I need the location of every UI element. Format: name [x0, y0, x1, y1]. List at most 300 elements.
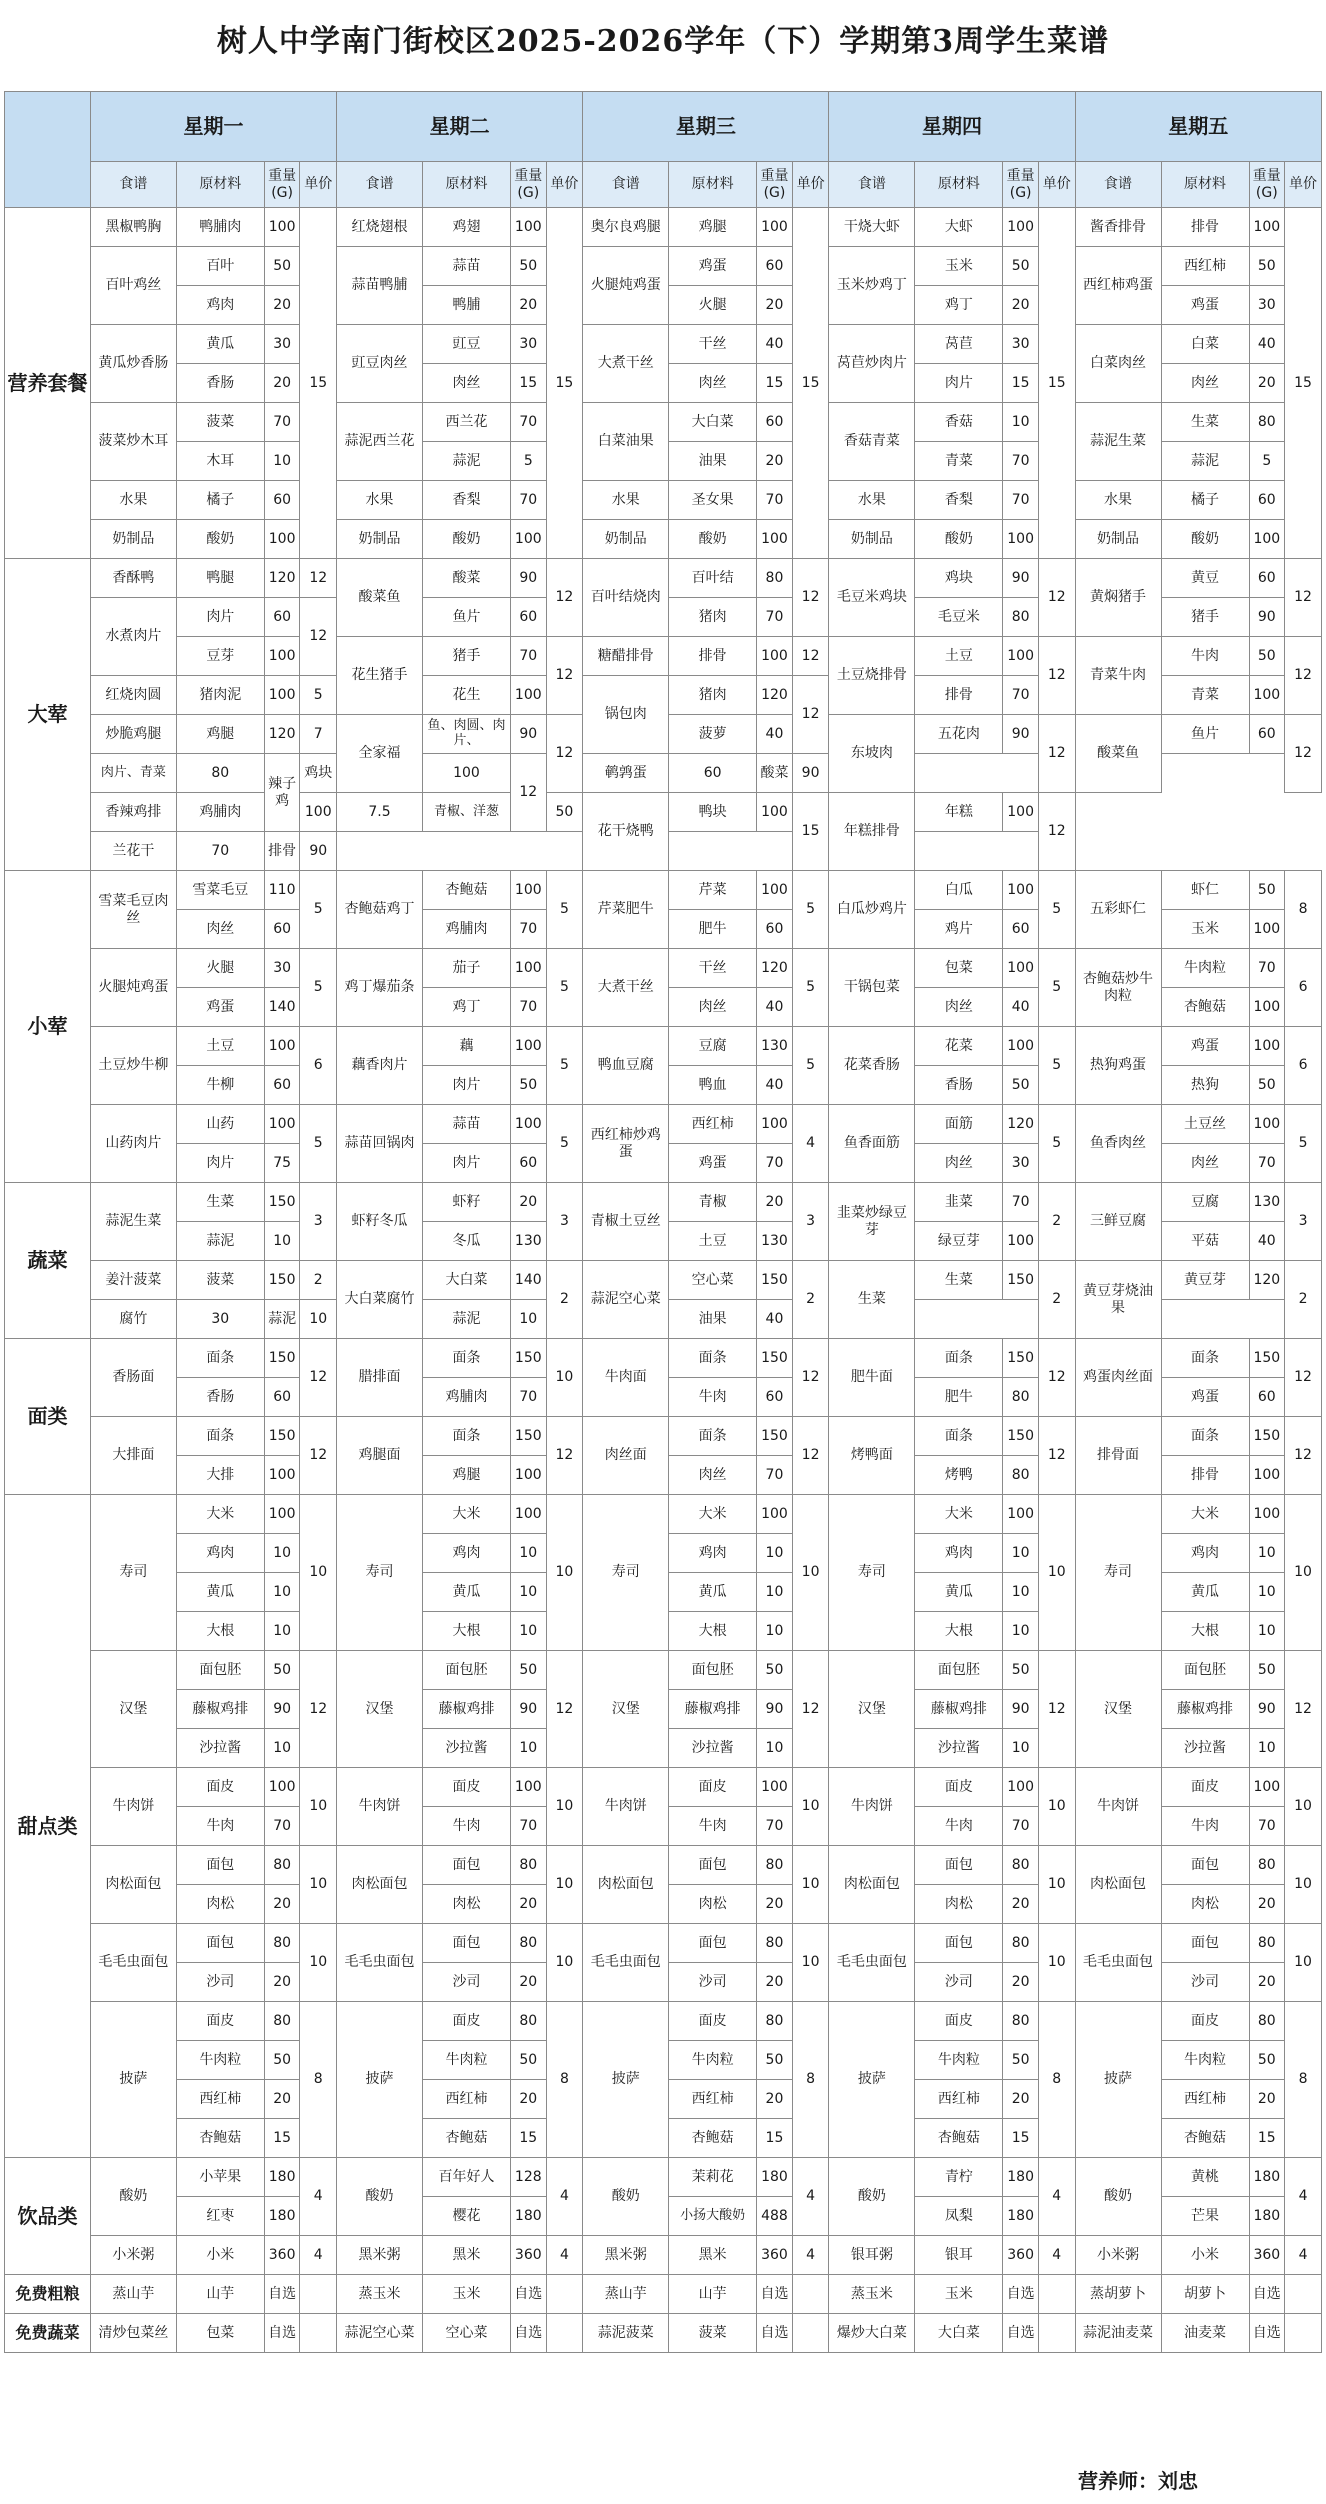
price-cell — [300, 2314, 337, 2353]
ingredient-name: 菠萝 — [669, 715, 757, 754]
ingredient-weight: 40 — [757, 715, 793, 754]
ingredient-name: 小扬大酸奶 — [669, 2197, 757, 2236]
price-cell: 3 — [1285, 1183, 1322, 1261]
ingredient-weight: 50 — [1003, 1066, 1039, 1105]
dish-name: 鱼香肉丝 — [1075, 1105, 1161, 1183]
ingredient-name: 黄瓜 — [176, 325, 264, 364]
ingredient-name: 山芋 — [669, 2275, 757, 2314]
ingredient-name: 面条 — [1161, 1417, 1249, 1456]
ingredient-name: 面包 — [915, 1924, 1003, 1963]
ingredient-weight: 120 — [1249, 1261, 1285, 1300]
ingredient-name: 黄瓜 — [915, 1573, 1003, 1612]
day-header-3: 星期三 — [583, 92, 829, 162]
ingredient-name: 面皮 — [1161, 1768, 1249, 1807]
ingredient-weight: 50 — [264, 2041, 300, 2080]
dish-name: 花生猪手 — [337, 637, 423, 715]
ingredient-weight: 50 — [1249, 2041, 1285, 2080]
ingredient-name: 藤椒鸡排 — [176, 1690, 264, 1729]
ingredient-weight: 100 — [1003, 1768, 1039, 1807]
category-label: 营养套餐 — [5, 208, 91, 559]
ingredient-weight: 5 — [1249, 442, 1285, 481]
day-header-4: 星期四 — [829, 92, 1075, 162]
ingredient-name: 黄瓜 — [669, 1573, 757, 1612]
price-cell: 4 — [300, 2236, 337, 2275]
price-cell: 8 — [792, 2002, 829, 2158]
ingredient-weight: 20 — [1003, 1963, 1039, 2002]
dish-name: 蒸山芋 — [90, 2275, 176, 2314]
price-cell: 8 — [546, 2002, 583, 2158]
col-header-dish: 食谱 — [583, 162, 669, 208]
price-cell: 5 — [1285, 1105, 1322, 1183]
dish-name: 排骨面 — [1075, 1417, 1161, 1495]
ingredient-weight: 130 — [757, 1222, 793, 1261]
ingredient-name: 牛肉粒 — [1161, 2041, 1249, 2080]
ingredient-weight: 100 — [300, 793, 337, 832]
ingredient-weight: 150 — [1003, 1339, 1039, 1378]
ingredient-name: 面条 — [915, 1339, 1003, 1378]
dish-name: 腊排面 — [337, 1339, 423, 1417]
ingredient-weight: 10 — [757, 1573, 793, 1612]
ingredient-weight: 15 — [510, 364, 546, 403]
ingredient-name: 西红柿 — [1161, 2080, 1249, 2119]
ingredient-weight: 360 — [510, 2236, 546, 2275]
ingredient-name: 木耳 — [176, 442, 264, 481]
dish-name: 玉米炒鸡丁 — [829, 247, 915, 325]
ingredient-name: 杏鲍菇 — [915, 2119, 1003, 2158]
ingredient-name: 肉松 — [915, 1885, 1003, 1924]
dish-name: 百叶鸡丝 — [90, 247, 176, 325]
price-cell: 12 — [546, 637, 583, 715]
ingredient-weight: 100 — [1249, 988, 1285, 1027]
col-header-dish: 食谱 — [337, 162, 423, 208]
ingredient-weight: 150 — [1003, 1417, 1039, 1456]
ingredient-name: 橘子 — [1161, 481, 1249, 520]
price-cell: 12 — [300, 598, 337, 676]
ingredient-weight: 100 — [264, 208, 300, 247]
dish-name: 蒜泥空心菜 — [583, 1261, 669, 1339]
nutritionist-signature: 营养师：刘忠 — [1078, 2469, 1198, 2493]
ingredient-name: 猪肉 — [669, 676, 757, 715]
ingredient-name: 面包 — [915, 1846, 1003, 1885]
ingredient-name: 面皮 — [669, 1768, 757, 1807]
dish-name: 姜汁菠菜 — [90, 1261, 176, 1300]
ingredient-name: 油果 — [669, 442, 757, 481]
category-label: 面类 — [5, 1339, 91, 1495]
dish-name: 西红柿炒鸡蛋 — [583, 1105, 669, 1183]
ingredient-weight: 50 — [1249, 871, 1285, 910]
ingredient-weight: 100 — [264, 1768, 300, 1807]
ingredient-weight: 130 — [1249, 1183, 1285, 1222]
price-cell: 3 — [546, 1183, 583, 1261]
price-cell: 10 — [546, 1846, 583, 1924]
ingredient-name: 西红柿 — [422, 2080, 510, 2119]
ingredient-weight: 100 — [1249, 676, 1285, 715]
menu-row — [5, 1339, 1322, 1378]
ingredient-weight: 60 — [264, 1378, 300, 1417]
ingredient-weight: 15 — [757, 2119, 793, 2158]
category-label: 小荤 — [5, 871, 91, 1183]
ingredient-name: 玉米 — [1161, 910, 1249, 949]
ingredient-name: 油麦菜 — [1161, 2314, 1249, 2353]
dish-name: 百叶结烧肉 — [583, 559, 669, 637]
ingredient-name: 排骨 — [669, 637, 757, 676]
ingredient-weight: 180 — [1249, 2197, 1285, 2236]
ingredient-name: 面皮 — [422, 1768, 510, 1807]
ingredient-name: 大排 — [176, 1456, 264, 1495]
price-cell: 10 — [1285, 1495, 1322, 1651]
ingredient-weight: 90 — [1003, 559, 1039, 598]
ingredient-weight: 80 — [757, 1846, 793, 1885]
ingredient-weight: 60 — [1003, 910, 1039, 949]
ingredient-name: 银耳 — [915, 2236, 1003, 2275]
ingredient-weight: 120 — [264, 715, 300, 754]
price-cell: 3 — [792, 1183, 829, 1261]
ingredient-weight: 50 — [510, 2041, 546, 2080]
menu-row — [5, 793, 1322, 832]
ingredient-name: 香菇 — [915, 403, 1003, 442]
price-cell: 12 — [510, 754, 546, 832]
ingredient-name: 西红柿 — [669, 2080, 757, 2119]
ingredient-weight: 10 — [757, 1729, 793, 1768]
ingredient-weight: 50 — [1249, 247, 1285, 286]
dish-name: 牛肉饼 — [829, 1768, 915, 1846]
dish-name: 黑椒鸭胸 — [90, 208, 176, 247]
price-cell: 5 — [300, 949, 337, 1027]
ingredient-weight: 10 — [1249, 1729, 1285, 1768]
ingredient-weight: 100 — [1003, 637, 1039, 676]
ingredient-name: 肉片 — [176, 1144, 264, 1183]
dish-name: 香酥鸭 — [90, 559, 176, 598]
ingredient-name: 火腿 — [669, 286, 757, 325]
price-cell: 10 — [300, 1768, 337, 1846]
price-cell: 12 — [546, 559, 583, 637]
ingredient-name: 面条 — [669, 1417, 757, 1456]
ingredient-name: 干丝 — [669, 325, 757, 364]
price-cell: 4 — [792, 1105, 829, 1183]
price-cell: 5 — [546, 1105, 583, 1183]
ingredient-name: 土豆 — [915, 637, 1003, 676]
price-cell: 6 — [300, 1027, 337, 1105]
ingredient-name: 香肠 — [176, 364, 264, 403]
ingredient-weight: 110 — [264, 871, 300, 910]
ingredient-weight: 90 — [1249, 598, 1285, 637]
ingredient-weight: 40 — [757, 1066, 793, 1105]
ingredient-weight: 60 — [757, 910, 793, 949]
ingredient-name: 花菜 — [915, 1027, 1003, 1066]
footer — [0, 2462, 1326, 2500]
ingredient-weight: 15 — [264, 2119, 300, 2158]
ingredient-weight: 10 — [1003, 1729, 1039, 1768]
ingredient-name: 山药 — [176, 1105, 264, 1144]
ingredient-weight: 80 — [1249, 1924, 1285, 1963]
ingredient-weight: 50 — [510, 1651, 546, 1690]
ingredient-name: 鸡脯肉 — [176, 793, 264, 832]
ingredient-name: 肉丝 — [1161, 1144, 1249, 1183]
ingredient-name: 面皮 — [669, 2002, 757, 2041]
ingredient-name: 排骨 — [915, 676, 1003, 715]
ingredient-weight: 70 — [1249, 1144, 1285, 1183]
ingredient-weight: 自选 — [264, 2275, 300, 2314]
price-cell: 4 — [1285, 2236, 1322, 2275]
dish-name: 汉堡 — [337, 1651, 423, 1768]
ingredient-weight: 60 — [1249, 1378, 1285, 1417]
price-cell: 12 — [300, 1651, 337, 1768]
ingredient-name: 面条 — [422, 1417, 510, 1456]
menu-row — [5, 871, 1322, 910]
price-cell: 15 — [792, 208, 829, 559]
price-cell — [1285, 2275, 1322, 2314]
ingredient-weight: 150 — [1249, 1417, 1285, 1456]
ingredient-weight: 360 — [757, 2236, 793, 2275]
ingredient-name: 杏鲍菇 — [1161, 2119, 1249, 2158]
ingredient-weight: 60 — [757, 247, 793, 286]
dish-name: 东坡肉 — [829, 715, 915, 793]
ingredient-name: 面条 — [915, 1417, 1003, 1456]
ingredient-weight: 120 — [264, 559, 300, 598]
ingredient-weight: 30 — [510, 325, 546, 364]
dish-name: 蒸玉米 — [337, 2275, 423, 2314]
dish-name: 汉堡 — [1075, 1651, 1161, 1768]
ingredient-weight: 70 — [757, 598, 793, 637]
ingredient-name: 菠菜 — [176, 403, 264, 442]
price-cell: 4 — [1038, 2236, 1075, 2275]
dish-name: 三鲜豆腐 — [1075, 1183, 1161, 1261]
dish-name: 黑米粥 — [583, 2236, 669, 2275]
ingredient-weight: 100 — [1003, 949, 1039, 988]
ingredient-name: 酸奶 — [915, 520, 1003, 559]
ingredient-weight: 70 — [510, 1378, 546, 1417]
ingredient-name: 面皮 — [1161, 2002, 1249, 2041]
ingredient-name: 面包 — [422, 1924, 510, 1963]
price-cell: 10 — [546, 1924, 583, 2002]
ingredient-name: 酸菜 — [422, 559, 510, 598]
price-cell: 12 — [1285, 1417, 1322, 1495]
dish-name: 红烧翅根 — [337, 208, 423, 247]
menu-header — [5, 92, 1322, 208]
ingredient-name: 火腿 — [176, 949, 264, 988]
ingredient-name: 藤椒鸡排 — [422, 1690, 510, 1729]
dish-name: 酱香排骨 — [1075, 208, 1161, 247]
dish-name: 小米粥 — [90, 2236, 176, 2275]
ingredient-weight: 20 — [510, 286, 546, 325]
ingredient-name: 面包 — [176, 1846, 264, 1885]
ingredient-name: 沙拉酱 — [422, 1729, 510, 1768]
ingredient-name: 猪肉泥 — [176, 676, 264, 715]
ingredient-name: 腐竹 — [90, 1300, 176, 1339]
ingredient-weight: 自选 — [1003, 2314, 1039, 2353]
ingredient-name: 蒜泥 — [422, 1300, 510, 1339]
ingredient-name: 鸡蛋 — [669, 247, 757, 286]
ingredient-weight: 50 — [757, 2041, 793, 2080]
ingredient-name: 鸡丁 — [422, 988, 510, 1027]
ingredient-name: 鸡块 — [915, 559, 1003, 598]
ingredient-name: 牛肉 — [1161, 1807, 1249, 1846]
ingredient-weight: 180 — [264, 2158, 300, 2197]
ingredient-name: 蒜泥 — [1161, 442, 1249, 481]
ingredient-name: 鸭块 — [669, 793, 757, 832]
dish-name: 酸菜鱼 — [337, 559, 423, 637]
price-cell: 10 — [792, 1924, 829, 2002]
ingredient-name: 百叶结 — [669, 559, 757, 598]
price-cell: 5 — [792, 1027, 829, 1105]
dish-name: 牛肉饼 — [337, 1768, 423, 1846]
ingredient-weight: 100 — [422, 754, 510, 793]
ingredient-name: 肉片 — [422, 1144, 510, 1183]
ingredient-name: 绿豆芽 — [915, 1222, 1003, 1261]
price-cell: 12 — [546, 1651, 583, 1768]
dish-name: 奶制品 — [583, 520, 669, 559]
ingredient-weight: 100 — [757, 1768, 793, 1807]
ingredient-name: 干丝 — [669, 949, 757, 988]
ingredient-weight: 80 — [1249, 2002, 1285, 2041]
ingredient-name: 牛肉 — [915, 1807, 1003, 1846]
ingredient-name: 黑米 — [422, 2236, 510, 2275]
ingredient-weight: 15 — [1249, 2119, 1285, 2158]
ingredient-weight: 100 — [510, 676, 546, 715]
ingredient-weight: 150 — [510, 1339, 546, 1378]
ingredient-weight: 90 — [792, 754, 829, 793]
ingredient-name: 肉丝 — [915, 988, 1003, 1027]
ingredient-name: 平菇 — [1161, 1222, 1249, 1261]
dish-name: 寿司 — [90, 1495, 176, 1651]
ingredient-weight: 150 — [264, 1339, 300, 1378]
price-cell: 10 — [1038, 1924, 1075, 2002]
menu-row — [5, 1846, 1322, 1885]
ingredient-name: 莴苣 — [915, 325, 1003, 364]
ingredient-name: 鱼、肉圆、肉片、 — [422, 715, 510, 754]
ingredient-weight: 100 — [264, 1105, 300, 1144]
col-header-weight: 重量(G) — [757, 162, 793, 208]
day-header-row — [5, 92, 1322, 162]
ingredient-name: 年糕 — [915, 793, 1003, 832]
price-cell: 4 — [1285, 2158, 1322, 2236]
ingredient-name: 牛肉 — [1161, 637, 1249, 676]
dish-name: 鸡腿面 — [337, 1417, 423, 1495]
ingredient-weight: 70 — [757, 1807, 793, 1846]
dish-name: 蒸胡萝卜 — [1075, 2275, 1161, 2314]
dish-name: 红烧肉圆 — [90, 676, 176, 715]
ingredient-name: 大米 — [1161, 1495, 1249, 1534]
ingredient-name: 鸡翅 — [422, 208, 510, 247]
price-cell: 5 — [546, 1027, 583, 1105]
ingredient-name: 冬瓜 — [422, 1222, 510, 1261]
ingredient-name: 藤椒鸡排 — [1161, 1690, 1249, 1729]
ingredient-name: 鸡蛋 — [1161, 1378, 1249, 1417]
ingredient-name: 黑米 — [669, 2236, 757, 2275]
dish-name: 酸奶 — [829, 2158, 915, 2236]
menu-row — [5, 1924, 1322, 1963]
ingredient-weight: 100 — [1003, 871, 1039, 910]
ingredient-weight: 150 — [757, 1261, 793, 1300]
ingredient-name: 鸭血 — [669, 1066, 757, 1105]
ingredient-name: 沙司 — [1161, 1963, 1249, 2002]
ingredient-name: 油果 — [669, 1300, 757, 1339]
ingredient-name: 鸡脯肉 — [422, 1378, 510, 1417]
menu-row — [5, 1768, 1322, 1807]
dish-name: 年糕排骨 — [829, 793, 915, 871]
ingredient-weight: 10 — [757, 1612, 793, 1651]
ingredient-weight: 20 — [510, 1183, 546, 1222]
ingredient-name: 黄瓜 — [176, 1573, 264, 1612]
corner-cell — [5, 92, 91, 208]
dish-name: 锅包肉 — [583, 676, 669, 754]
price-cell: 4 — [792, 2158, 829, 2236]
ingredient-weight: 80 — [1003, 1456, 1039, 1495]
ingredient-name: 包菜 — [176, 2314, 264, 2353]
ingredient-name: 圣女果 — [669, 481, 757, 520]
ingredient-weight: 40 — [1249, 325, 1285, 364]
ingredient-name: 藕 — [422, 1027, 510, 1066]
ingredient-name: 鸭腿 — [176, 559, 264, 598]
dish-name: 大白菜腐竹 — [337, 1261, 423, 1339]
dish-name: 花干烧鸭 — [583, 793, 669, 871]
ingredient-name: 雪菜毛豆 — [176, 871, 264, 910]
ingredient-name: 黄瓜 — [422, 1573, 510, 1612]
ingredient-weight: 70 — [510, 637, 546, 676]
price-cell: 12 — [1285, 559, 1322, 637]
ingredient-weight: 130 — [510, 1222, 546, 1261]
ingredient-weight: 100 — [757, 793, 793, 832]
dish-name: 毛毛虫面包 — [1075, 1924, 1161, 2002]
price-cell: 10 — [792, 1768, 829, 1846]
col-header-price: 单价 — [792, 162, 829, 208]
dish-name: 水果 — [337, 481, 423, 520]
ingredient-weight: 70 — [1003, 1807, 1039, 1846]
ingredient-weight: 60 — [1249, 481, 1285, 520]
ingredient-weight: 70 — [264, 1807, 300, 1846]
price-cell: 4 — [546, 2236, 583, 2275]
ingredient-weight: 10 — [1003, 1534, 1039, 1573]
ingredient-name: 面皮 — [915, 1768, 1003, 1807]
dish-name: 毛毛虫面包 — [90, 1924, 176, 2002]
ingredient-weight: 140 — [510, 1261, 546, 1300]
menu-row — [5, 1183, 1322, 1222]
dish-name: 芹菜肥牛 — [583, 871, 669, 949]
ingredient-name: 凤梨 — [915, 2197, 1003, 2236]
price-cell: 10 — [1038, 1495, 1075, 1651]
ingredient-weight: 100 — [264, 1456, 300, 1495]
ingredient-name: 面包胚 — [669, 1651, 757, 1690]
price-cell: 5 — [792, 949, 829, 1027]
dish-name: 清炒包菜丝 — [90, 2314, 176, 2353]
ingredient-name: 酸奶 — [1161, 520, 1249, 559]
ingredient-weight: 60 — [264, 598, 300, 637]
ingredient-weight: 70 — [264, 403, 300, 442]
dish-name: 银耳粥 — [829, 2236, 915, 2275]
price-cell: 5 — [1038, 871, 1075, 949]
ingredient-name: 蒜泥 — [264, 1300, 300, 1339]
col-header-material: 原材料 — [669, 162, 757, 208]
ingredient-name: 樱花 — [422, 2197, 510, 2236]
dish-name: 小米粥 — [1075, 2236, 1161, 2275]
ingredient-weight: 80 — [510, 1924, 546, 1963]
ingredient-name: 虾仁 — [1161, 871, 1249, 910]
col-header-material: 原材料 — [1161, 162, 1249, 208]
ingredient-name: 杏鲍菇 — [422, 871, 510, 910]
ingredient-name: 花生 — [422, 676, 510, 715]
dish-name: 奶制品 — [1075, 520, 1161, 559]
dish-name: 披萨 — [829, 2002, 915, 2158]
ingredient-weight: 20 — [510, 2080, 546, 2119]
ingredient-weight: 100 — [1249, 1456, 1285, 1495]
ingredient-name: 杏鲍菇 — [669, 2119, 757, 2158]
ingredient-weight: 70 — [176, 832, 264, 871]
ingredient-name: 肉丝 — [422, 364, 510, 403]
ingredient-name: 热狗 — [1161, 1066, 1249, 1105]
ingredient-name: 鸭脯 — [422, 286, 510, 325]
ingredient-name: 面包 — [176, 1924, 264, 1963]
ingredient-name: 蒜苗 — [422, 247, 510, 286]
